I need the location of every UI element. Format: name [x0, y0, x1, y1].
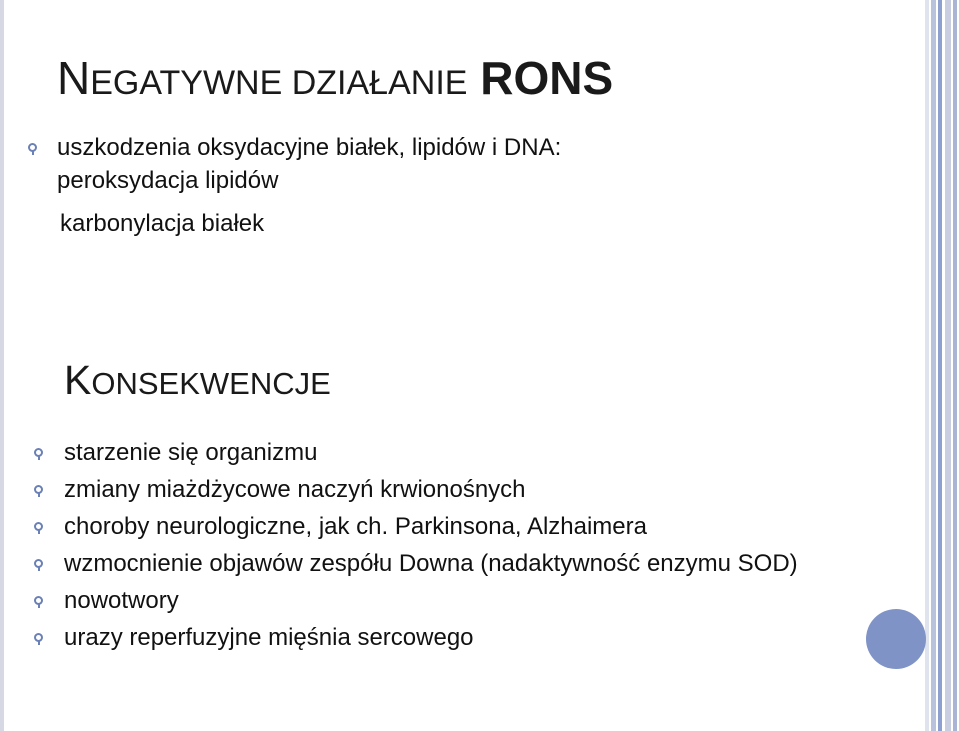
- intro-main: uszkodzenia oksydacyjne białek, lipidów i DNA:: [57, 134, 562, 161]
- consequence-item: nowotwory: [64, 587, 179, 614]
- slide-title: [57, 54, 613, 107]
- section-first-letter: K: [64, 357, 92, 403]
- intro-sub-line: peroksydacja lipidów: [57, 167, 279, 194]
- bullet-icon: [34, 485, 43, 494]
- consequence-item: wzmocnienie objawów zespółu Downa (nadaktywność enzymu SOD): [64, 550, 798, 577]
- left-border: [0, 0, 4, 731]
- stripe: [945, 0, 951, 731]
- bullet-icon: [34, 522, 43, 531]
- title-rest: EGATYWNE DZIAŁANIE: [90, 64, 468, 102]
- consequence-item: urazy reperfuzyjne mięśnia sercowego: [64, 624, 474, 651]
- title-strong: RONS: [480, 52, 614, 104]
- decorative-circle: [866, 609, 926, 669]
- consequence-item: zmiany miażdżycowe naczyń krwionośnych: [64, 476, 526, 503]
- consequence-item: starzenie się organizmu: [64, 439, 318, 466]
- section-rest: ONSEKWENCJE: [91, 366, 331, 401]
- title-first-letter: N: [57, 52, 91, 104]
- consequence-item: choroby neurologiczne, jak ch. Parkinsona, Alzhaimera: [64, 513, 647, 540]
- bullet-icon: [34, 559, 43, 568]
- section-title: [64, 358, 331, 406]
- bullet-icon: [34, 596, 43, 605]
- stripe: [938, 0, 942, 731]
- bullet-icon: [34, 448, 43, 457]
- stripe: [925, 0, 929, 731]
- bullet-icon: [28, 143, 37, 152]
- stripe: [931, 0, 936, 731]
- stripe: [953, 0, 957, 731]
- intro-sub-line: karbonylacja białek: [60, 210, 265, 237]
- bullet-icon: [34, 633, 43, 642]
- right-decorative-stripes: [925, 0, 959, 731]
